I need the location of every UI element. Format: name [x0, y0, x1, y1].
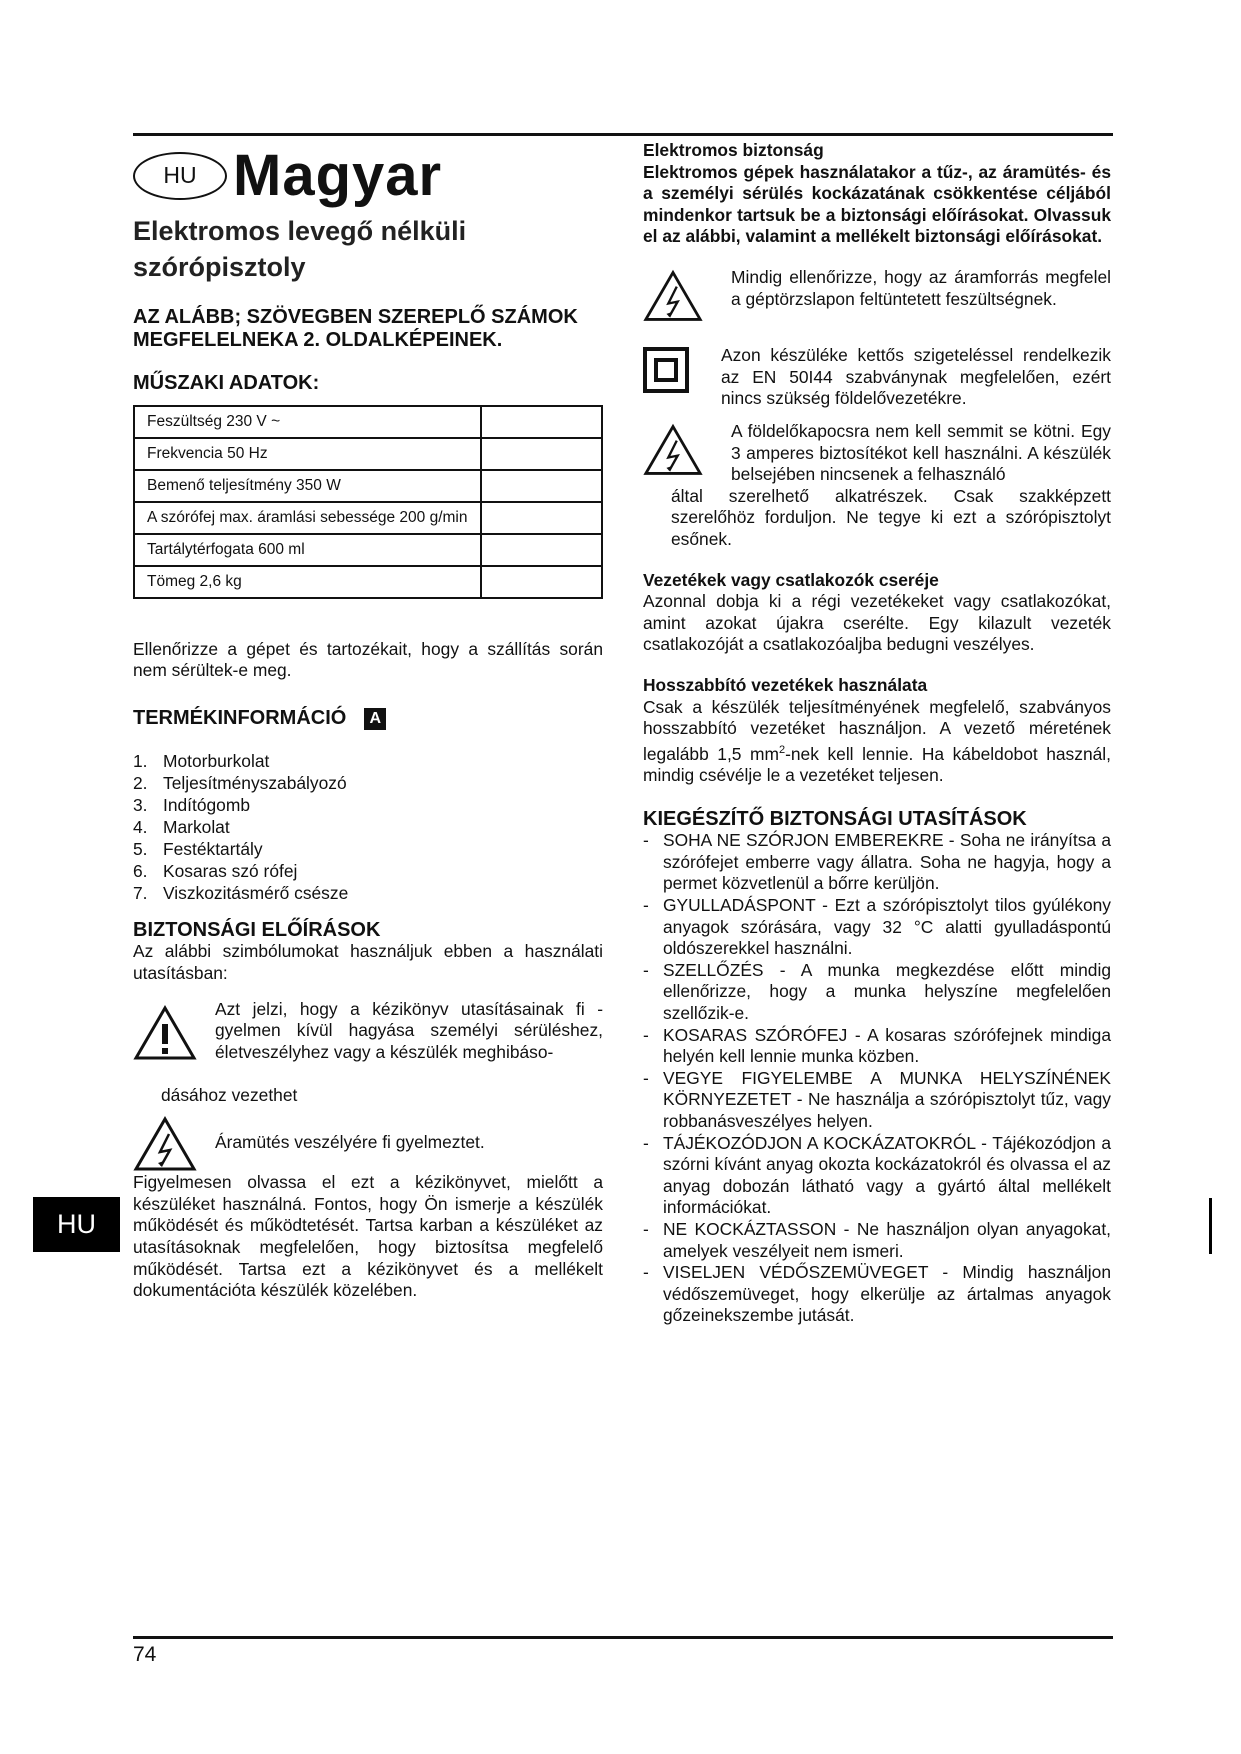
read-manual-text: Figyelmesen olvassa el ezt a kézikönyvet, mielőtt a készüléket használná. Fontos, hogy Ön ismerje a készülék működését és működtetését. Tartsa karban a készüléket az utasításoknak megfelelően, hogy biztosítsa megfelelő működését. Tartsa ezt a kézikönyvet és a mellékelt dokumentációta készülék közelében. — [133, 1172, 603, 1301]
spec-value-cell — [481, 534, 603, 566]
safety-instruction-item — [643, 960, 1111, 1025]
additional-safety-heading: KIEGÉSZÍTŐ BIZTONSÁGI UTASÍTÁSOK — [643, 807, 1027, 830]
safety-instruction-item — [643, 1133, 1111, 1219]
part-item — [133, 838, 603, 860]
voltage-check-text: Mindig ellenőrizze, hogy az áramforrás megfelel a géptörzslapon feltüntetett feszültségnek. — [731, 266, 1111, 309]
double-insulation-block — [643, 345, 1111, 409]
specs-row — [134, 502, 602, 534]
safety-heading: BIZTONSÁGI ELŐÍRÁSOK — [133, 918, 381, 941]
margin-marker — [1209, 1198, 1212, 1254]
specs-row — [134, 534, 602, 566]
part-number: 5. — [133, 838, 148, 859]
spec-label: Tömeg 2,6 kg — [134, 566, 481, 598]
voltage-check-block — [643, 267, 1111, 333]
part-label: Kosaras szó rófej — [163, 860, 298, 881]
double-insulation-icon — [643, 347, 689, 393]
part-item — [133, 816, 603, 838]
general-warning-text: Azt jelzi, hogy a kézikönyv utasításainak fi - gyelmen kívül hagyása személyi sérüléshez, életveszélyhez vagy a készülék meghibáso- — [215, 998, 603, 1062]
bullet-dash: - — [643, 1132, 649, 1153]
part-item — [133, 882, 603, 904]
safety-instruction-text: SOHA NE SZÓRJON EMBEREKRE - Soha ne irányítsa a szórófejet emberre vagy állatra. Soha ne hagyja, hogy a permet közvetlenül a bőrre kerüljön. — [663, 830, 1111, 894]
left-column — [133, 140, 603, 1302]
language-header — [133, 144, 603, 208]
spec-label: Frekvencia 50 Hz — [134, 438, 481, 470]
specs-row — [134, 470, 602, 502]
double-insulation-text: Azon készüléke kettős szigeteléssel rendelkezik az EN 50I44 szabványnak megfelelően, ezért nincs szükség földelővezetékre. — [721, 344, 1111, 409]
electric-shock-icon — [643, 269, 703, 323]
product-info-title: TERMÉKINFORMÁCIÓ — [133, 706, 347, 729]
part-label: Indítógomb — [163, 794, 251, 815]
specs-row — [134, 406, 602, 438]
figure-numbers-note: AZ ALÁBB; SZÖVEGBEN SZEREPLŐ SZÁMOK MEGFELELNEKA 2. OLDALKÉPEINEK. — [133, 306, 578, 351]
shock-warning-block — [133, 1118, 603, 1168]
bullet-dash: - — [643, 1262, 649, 1283]
specs-row — [134, 438, 602, 470]
part-label: Motorburkolat — [163, 750, 270, 771]
part-number: 2. — [133, 772, 148, 793]
spec-value-cell — [481, 502, 603, 534]
general-warning-continuation: dásához vezethet — [161, 1084, 298, 1105]
spec-label: Tartálytérfogata 600 ml — [134, 534, 481, 566]
bottom-rule — [133, 1636, 1113, 1639]
part-item — [133, 860, 603, 882]
part-item — [133, 794, 603, 816]
spec-value-cell — [481, 406, 603, 438]
part-number: 1. — [133, 750, 148, 771]
part-item — [133, 750, 603, 772]
document-title: Elektromos levegő nélküli szórópisztoly — [133, 216, 467, 282]
warning-triangle-icon — [133, 1005, 197, 1061]
safety-instruction-item — [643, 1262, 1111, 1327]
parts-list — [133, 750, 603, 904]
bullet-dash: - — [643, 1218, 649, 1239]
spec-value-cell — [481, 438, 603, 470]
cable-replacement-heading: Vezetékek vagy csatlakozók cseréje — [643, 569, 939, 590]
part-label: Teljesítményszabályozó — [163, 772, 347, 793]
safety-instruction-item — [643, 1025, 1111, 1068]
electric-shock-icon — [133, 1116, 197, 1172]
safety-instruction-text: KOSARAS SZÓRÓFEJ - A kosaras szórófejnek mindiga helyén kell lennie munka közben. — [663, 1024, 1111, 1067]
spec-label: Feszültség 230 V ~ — [134, 406, 481, 438]
extension-cord-text-a: Csak a készülék teljesítményének megfelelő, szabványos hosszabbító vezetéket használjon. A vezető méretének legalább 1,5 mm — [643, 696, 1111, 764]
part-label: Viszkozitásmérő csésze — [163, 882, 349, 903]
cable-replacement-text: Azonnal dobja ki a régi vezetékeket vagy csatlakozókat, amint azokat újakra cserélte. Egy kilazult vezeték csatlakozóját a csatlakozóaljba bedugni veszélyes. — [643, 591, 1111, 655]
language-code-badge: HU — [133, 152, 227, 200]
bullet-dash: - — [643, 895, 649, 916]
part-number: 7. — [133, 882, 148, 903]
bullet-dash: - — [643, 1067, 649, 1088]
safety-instruction-item — [643, 1219, 1111, 1262]
delivery-check-text: Ellenőrizze a gépet és tartozékait, hogy a szállítás során nem sérültek-e meg. — [133, 638, 603, 681]
extension-cord-heading: Hosszabbító vezetékek használata — [643, 674, 928, 695]
figure-a-badge: A — [364, 708, 386, 730]
square-superscript: 2 — [778, 743, 786, 756]
part-item — [133, 772, 603, 794]
part-number: 3. — [133, 794, 148, 815]
safety-instruction-item — [643, 1068, 1111, 1133]
electrical-safety-intro: Elektromos gépek használatakor a tűz-, az áramütés- és a személyi sérülés kockázatának csökkentése céljából mindenkor tartsuk be a biztonsági előírásokat. Olvassuk el az alábbi, valamint a mellékelt biztonsági előírásokat. — [643, 161, 1111, 247]
bullet-dash: - — [643, 959, 649, 980]
extension-cord-text — [643, 697, 1111, 787]
extension-cord-text-b: -nek kell lennie. Ha kábeldobot használ, mindig csévélje le a vezetéket teljesen. — [643, 743, 1111, 786]
safety-instruction-text: GYULLADÁSPONT - Ezt a szórópisztolyt tilos gyúlékony anyagok szórására, vagy 32 °C alatti gyulladáspontú oldószerekkel használni. — [663, 895, 1111, 959]
safety-instruction-text: SZELLŐZÉS - A munka megkezdése előtt mindig ellenőrizze, hogy a munka helyszíne megfelelően szellőzik-e. — [663, 959, 1111, 1024]
general-warning-block — [133, 999, 603, 1085]
part-number: 4. — [133, 816, 148, 837]
spec-value-cell — [481, 566, 603, 598]
additional-safety-list — [643, 830, 1111, 1327]
safety-instruction-text: VISELJEN VÉDŐSZEMÜVEGET - Mindig használjon védőszemüveget, hogy elkerülje az ártalmas anyagok gőzeinekszembe jutását. — [663, 1262, 1111, 1326]
safety-instruction-text: TÁJÉKOZÓDJON A KOCKÁZATOKRÓL - Tájékozódjon a szórni kívánt anyag okozta kockázatokról és olvassa el az anyag dobozán látható vagy a gyártó által mellékelt információkat. — [663, 1132, 1111, 1218]
spec-label: A szórófej max. áramlási sebessége 200 g/min — [134, 502, 481, 534]
safety-instruction-item — [643, 830, 1111, 895]
language-name: Magyar — [233, 143, 443, 208]
product-info-heading — [133, 708, 603, 730]
right-column — [643, 140, 1111, 1327]
electric-shock-icon — [643, 423, 703, 477]
part-label: Festéktartály — [163, 838, 263, 859]
specs-heading: MŰSZAKI ADATOK: — [133, 372, 320, 394]
electrical-safety-heading: Elektromos biztonság — [643, 140, 824, 160]
bullet-dash: - — [643, 830, 649, 851]
spec-label: Bemenő teljesítmény 350 W — [134, 470, 481, 502]
top-rule — [133, 133, 1113, 136]
safety-instruction-item — [643, 895, 1111, 960]
specs-table — [133, 405, 603, 599]
symbols-intro: Az alábbi szimbólumokat használjuk ebben a használati utasításban: — [133, 941, 603, 983]
grounding-block — [643, 421, 1111, 551]
grounding-continuation: által szerelhető alkatrészek. Csak szakképzett szerelőhöz forduljon. Ne tegye ki ezt a szórópisztolyt esőnek. — [671, 485, 1111, 549]
spec-value-cell — [481, 470, 603, 502]
part-number: 6. — [133, 860, 148, 881]
shock-warning-text: Áramütés veszélyére fi gyelmeztet. — [215, 1132, 485, 1153]
language-side-tab: HU — [33, 1197, 120, 1252]
safety-instruction-text: VEGYE FIGYELEMBE A MUNKA HELYSZÍNÉNEK KÖRNYEZETET - Ne használja a szórópisztolyt tűz, vagy robbanásveszélyes helyen. — [663, 1067, 1111, 1131]
safety-instruction-text: NE KOCKÁZTASSON - Ne használjon olyan anyagokat, amelyek veszélyeit nem ismeri. — [663, 1218, 1111, 1261]
grounding-text: A földelőkapocsra nem kell semmit se kötni. Egy 3 amperes biztosítékot kell használni. A készülék belsejében nincsenek a felhasználó — [731, 420, 1111, 485]
page-number: 74 — [133, 1643, 157, 1666]
specs-row — [134, 566, 602, 598]
part-label: Markolat — [163, 816, 230, 837]
bullet-dash: - — [643, 1024, 649, 1045]
